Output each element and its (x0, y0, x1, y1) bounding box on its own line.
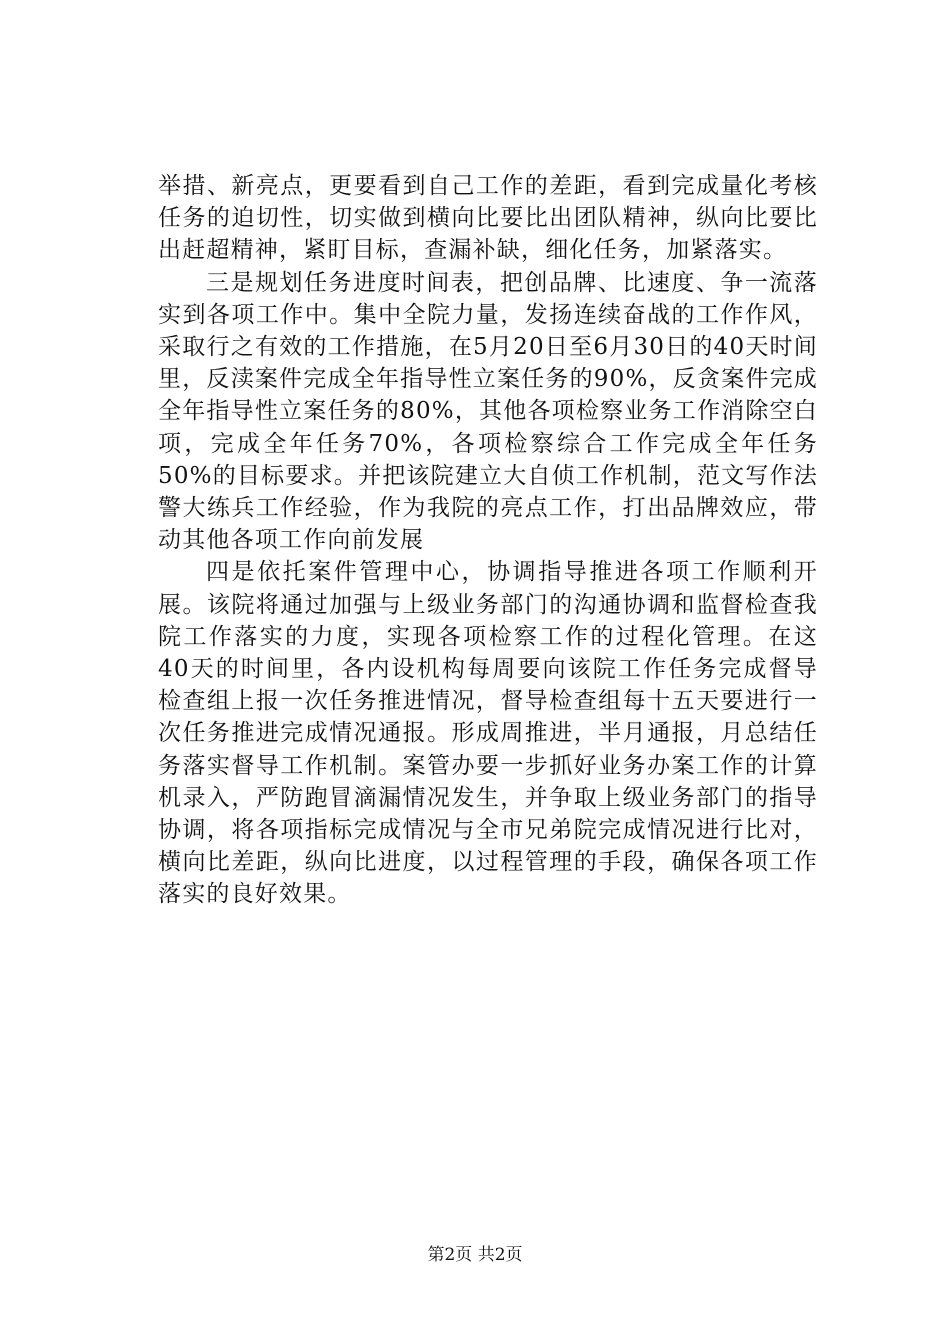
page-number-footer: 第2页 共2页 (427, 1245, 523, 1265)
document-body (158, 170, 818, 911)
paragraph-continuation: 举措、新亮点，更要看到自己工作的差距，看到完成量化考核任务的迫切性，切实做到横向比要比出团队精神，纵向比要比出赶超精神，紧盯目标，查漏补缺，细化任务，加紧落实。 (158, 173, 818, 264)
paragraph-item-four: 四是依托案件管理中心，协调指导推进各项工作顺利开展。该院将通过加强与上级业务部门的沟通协调和监督检查我院工作落实的力度，实现各项检察工作的过程化管理。在这40天的时间里，各内设机构每周要向该院工作任务完成督导检查组上报一次任务推进情况，督导检查组每十五天要进行一次任务推进完成情况通报。形成周推进，半月通报，月总结任务落实督导工作机制。案管办要一步抓好业务办案工作的计算机录入，严防跑冒滴漏情况发生，并争取上级业务部门的指导协调，将各项指标完成情况与全市兄弟院完成情况进行比对，横向比差距，纵向比进度，以过程管理的手段，确保各项工作落实的良好效果。 (158, 559, 818, 908)
paragraph-item-three: 三是规划任务进度时间表，把创品牌、比速度、争一流落实到各项工作中。集中全院力量，发扬连续奋战的工作作风，采取行之有效的工作措施，在5月20日至6月30日的40天时间里，反渎案件完成全年指导性立案任务的90%，反贪案件完成全年指导性立案任务的80%，其他各项检察业务工作消除空白项，完成全年任务70%，各项检察综合工作完成全年任务50%的目标要求。并把该院建立大自侦工作机制，范文写作法警大练兵工作经验，作为我院的亮点工作，打出品牌效应，带动其他各项工作向前发展 (158, 269, 818, 554)
